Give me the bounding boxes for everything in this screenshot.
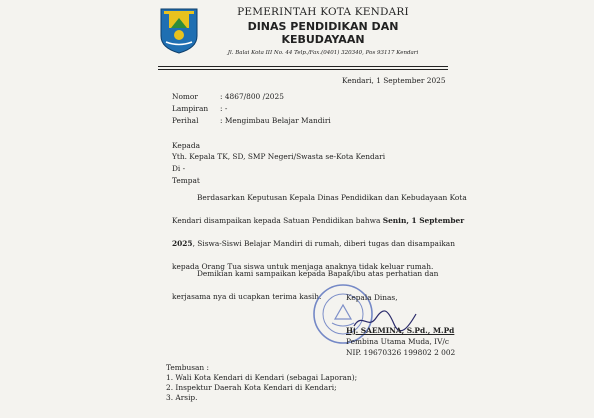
tembusan-label: Tembusan :	[166, 363, 210, 372]
letterhead-text	[208, 4, 438, 56]
signatory-rank: Pembina Utama Muda, IV/c	[346, 337, 450, 346]
tembusan-item: 2. Inspektur Daerah Kota Kendari di Kendari;	[166, 383, 337, 392]
body-line: Demikian kami sampaikan kepada Bapak/ibu atas perhatian dan	[197, 269, 439, 278]
body-line: kepada Orang Tua siswa untuk menjaga anaknya tidak keluar rumah.	[172, 262, 434, 271]
perihal-value: : Mengimbau Belajar Mandiri	[220, 116, 331, 125]
signature-title: Kepala Dinas,	[346, 293, 398, 302]
signatory-nip: NIP. 19670326 199802 2 002	[346, 348, 456, 357]
body-line: kerjasama nya di ucapkan terima kasih.	[172, 292, 322, 301]
signatory-name: Hj. SAEMINA, S.Pd., M.Pd	[346, 326, 455, 335]
nomor-value: : 4867/800 /2025	[220, 92, 284, 101]
lampiran-label: Lampiran	[172, 104, 209, 113]
tembusan-item: 3. Arsip.	[166, 393, 198, 402]
recipient-tempat: Tempat	[172, 176, 200, 185]
body-year-bold: 2025	[172, 239, 193, 248]
body-paragraph-2	[172, 262, 450, 308]
body-text: , Siswa-Siswi Belajar Mandiri di rumah, diberi tugas dan disampaikan	[192, 239, 455, 248]
letterhead-divider-thick	[158, 66, 448, 67]
department-name: DINAS PENDIDIKAN DAN KEBUDAYAAN	[247, 20, 399, 46]
recipient-di: Di -	[172, 164, 186, 173]
body-text: Kendari disampaikan kepada Satuan Pendidikan bahwa	[172, 216, 383, 225]
government-name: PEMERINTAH KOTA KENDARI	[237, 6, 409, 18]
kendari-city-emblem-icon	[158, 6, 200, 54]
body-line	[172, 209, 465, 232]
recipient-kepada: Kepada	[172, 141, 200, 150]
office-address: Jl. Balai Kota III No. 44 Telp./Fax.(0401) 320340, Pos 93117 Kendari	[227, 50, 419, 56]
perihal-label: Perihal	[172, 116, 199, 125]
recipient-yth: Yth. Kepala TK, SD, SMP Negeri/Swasta se-Kota Kendari	[172, 152, 386, 161]
letterhead	[158, 4, 448, 64]
lampiran-value: : -	[220, 104, 228, 113]
body-line: Berdasarkan Keputusan Kepala Dinas Pendidikan dan Kebudayaan Kota	[197, 193, 467, 202]
letterhead-divider-thin	[158, 69, 448, 70]
nomor-label: Nomor	[172, 92, 198, 101]
body-date-bold: Senin, 1 September	[382, 216, 465, 225]
body-line	[172, 232, 455, 255]
tembusan-item: 1. Wali Kota Kendari di Kendari (sebagai Laporan);	[166, 373, 358, 382]
place-date: Kendari, 1 September 2025	[342, 76, 446, 85]
